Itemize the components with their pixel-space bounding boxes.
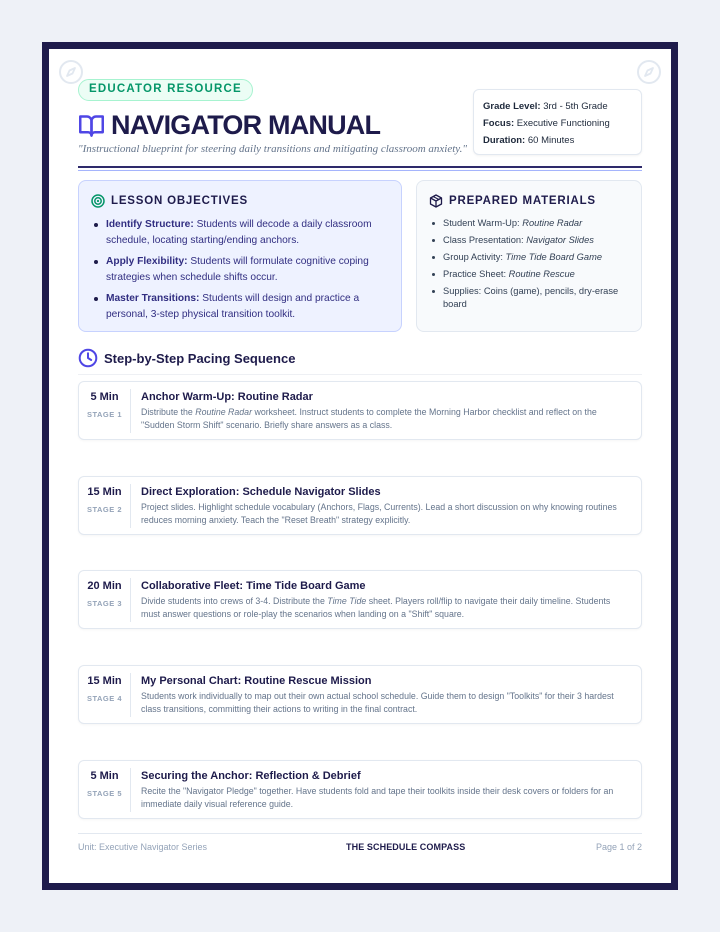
page-title: NAVIGATOR MANUAL	[111, 109, 381, 140]
stage-timing	[79, 389, 131, 433]
stage-minutes: 15 Min	[87, 675, 122, 687]
stage-description: Project slides. Highlight schedule vocabulary (Anchors, Flags, Currents). Lead a short discussion on why knowing routines reduces morning anxiety. Teach the "Reset Breath" strategy explicitly.	[141, 502, 617, 525]
stage-body	[141, 580, 631, 620]
stage-timing	[79, 768, 131, 812]
stage-description: Distribute the Routine Radar worksheet. Instruct students to complete the Morning Harbor checklist and reflect on the "Sudden Storm Shift" scenario. Briefly share answers as a class.	[141, 407, 597, 430]
title-row	[78, 109, 380, 141]
stage-card-3	[78, 570, 642, 629]
stage-timing	[79, 578, 131, 622]
stage-minutes: 15 Min	[87, 486, 122, 498]
header-divider-thin	[78, 170, 642, 171]
stage-minutes: 5 Min	[90, 391, 119, 403]
list-item: Practice Sheet: Routine Rescue	[429, 268, 629, 281]
stage-timing	[79, 484, 131, 528]
footer-title: THE SCHEDULE COMPASS	[346, 842, 466, 852]
list-item: Master Transitions: Students will design and practice a personal, 3-step physical transition toolkit.	[91, 291, 387, 323]
objectives-list	[91, 217, 387, 323]
lesson-objectives-card	[78, 180, 402, 332]
focus-line: Focus: Executive Functioning	[483, 118, 610, 129]
stage-title: Anchor Warm-Up: Routine Radar	[141, 391, 313, 403]
stage-body	[141, 770, 631, 810]
stage-body	[141, 391, 631, 431]
stage-number: STAGE 5	[86, 789, 123, 798]
stage-minutes: 20 Min	[87, 580, 122, 592]
stage-number: STAGE 4	[86, 694, 123, 703]
footer-unit: Unit: Executive Navigator Series	[78, 842, 208, 852]
objectives-heading: LESSON OBJECTIVES	[91, 193, 387, 209]
compass-icon	[636, 59, 662, 85]
page-subtitle: "Instructional blueprint for steering daily transitions and mitigating classroom anxiety."	[78, 143, 467, 155]
header-divider	[78, 166, 642, 168]
package-icon	[429, 194, 443, 208]
lesson-meta-card	[473, 89, 642, 155]
materials-list	[429, 217, 629, 311]
clock-icon	[78, 348, 98, 368]
footer-divider	[78, 833, 642, 834]
stage-card-2	[78, 476, 642, 535]
stage-minutes: 5 Min	[90, 770, 119, 782]
duration-line: Duration: 60 Minutes	[483, 135, 575, 146]
grade-level-line: Grade Level: 3rd - 5th Grade	[483, 101, 608, 112]
stage-description: Recite the "Navigator Pledge" together. Have students fold and tape their toolkits inside their desk covers or folders for an immediate daily visual reference guide.	[141, 786, 614, 809]
target-icon	[91, 194, 105, 208]
educator-resource-badge: EDUCATOR RESOURCE	[78, 79, 253, 101]
stage-body	[141, 486, 631, 526]
pacing-heading: Step-by-Step Pacing Sequence	[78, 348, 295, 368]
stage-number: STAGE 3	[86, 599, 123, 608]
prepared-materials-card	[416, 180, 642, 332]
stage-timing	[79, 673, 131, 717]
materials-heading: PREPARED MATERIALS	[429, 193, 629, 209]
list-item: Class Presentation: Navigator Slides	[429, 234, 629, 247]
list-item: Supplies: Coins (game), pencils, dry-erase board	[429, 285, 629, 311]
stage-card-4	[78, 665, 642, 724]
list-item: Identify Structure: Students will decode a daily classroom schedule, locating starting/ending anchors.	[91, 217, 387, 249]
document-page	[49, 49, 671, 883]
stage-title: Collaborative Fleet: Time Tide Board Game	[141, 580, 366, 592]
stage-number: STAGE 2	[86, 505, 123, 514]
page-number: Page 1 of 2	[595, 842, 642, 852]
list-item: Group Activity: Time Tide Board Game	[429, 251, 629, 264]
stage-title: Direct Exploration: Schedule Navigator Slides	[141, 486, 381, 498]
pacing-divider	[78, 374, 642, 375]
stage-body	[141, 675, 631, 715]
stage-description: Students work individually to map out their own actual school schedule. Guide them to design "Toolkits" for their 3 hardest class transitions, committing their actions to writing in the final contract.	[141, 691, 614, 714]
list-item: Student Warm-Up: Routine Radar	[429, 217, 629, 230]
stage-title: Securing the Anchor: Reflection & Debrief	[141, 770, 361, 782]
compass-icon	[58, 59, 84, 85]
page-frame	[42, 42, 678, 890]
stage-title: My Personal Chart: Routine Rescue Mission	[141, 675, 372, 687]
stage-card-5	[78, 760, 642, 819]
list-item: Apply Flexibility: Students will formulate cognitive coping strategies when schedule shifts occur.	[91, 254, 387, 286]
stage-description: Divide students into crews of 3-4. Distribute the Time Tide sheet. Players roll/flip to navigate their daily timeline. Students must answer questions or role-play the scenarios when landing on a "Shift" square.	[141, 596, 611, 619]
stage-number: STAGE 1	[86, 410, 123, 419]
open-book-icon	[78, 112, 105, 139]
stage-card-1	[78, 381, 642, 440]
